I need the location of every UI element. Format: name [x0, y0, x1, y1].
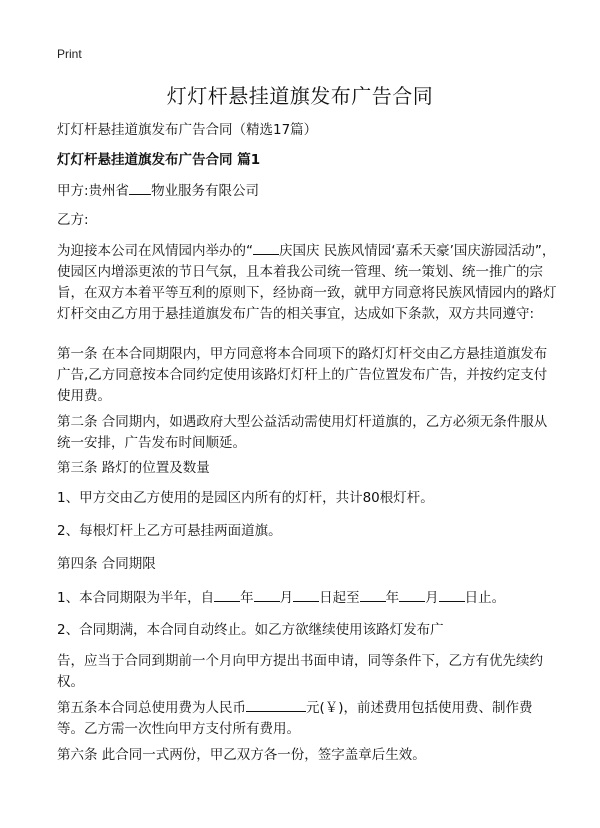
- article-6: 第六条 此合同一式两份，甲乙双方各一份，签字盖章后生效。: [57, 747, 426, 763]
- party-b-line: 乙方:: [57, 212, 89, 228]
- article-2: 第二条 合同期内，如遇政府大型公益活动需使用灯杆道旗的，乙方必须无条件服从统一安排，广告发布时间顺延。: [57, 414, 548, 451]
- year-label-2: 年: [385, 590, 400, 606]
- article-4-item-1: [57, 587, 553, 609]
- party-a-line: [57, 180, 553, 202]
- article-1: 第一条 在本合同期限内，甲方同意将本合同项下的路灯灯杆交由乙方悬挂道旗发布广告,乙方同意按本合同约定使用该路灯灯杆上的广告位置发布广告，并按约定支付使用费。: [57, 346, 548, 404]
- article-5-suffix: 元(￥)，前述费用包括使用费、制作费等。乙方需一次性向甲方支付所有费用。: [57, 700, 533, 737]
- article-4-item-2: 2、合同期满，本合同自动终止。如乙方欲继续使用该路灯发布广: [57, 622, 444, 638]
- print-label[interactable]: Print: [57, 47, 82, 61]
- term-prefix: 1、本合同期限为半年，自: [57, 590, 215, 606]
- start-month-blank: [254, 587, 280, 602]
- intro-part-2: 庆国庆 民族风情园‘嘉禾天豪’国庆游园活动”，使园区内增添更浓的节日气氛，且本着我公司统一管理、统一策划、统一推广的宗旨，在双方本着平等互利的原则下，经协商一致，就甲方同意将民族风情园内的路灯灯杆交由乙方用于悬挂道旗发布广告的相关事宜，达成如下条款，双方共同遵守:: [57, 243, 557, 322]
- article-3-item-2: 2、每根灯杆上乙方可悬挂两面道旗。: [57, 523, 282, 539]
- end-month-blank: [399, 587, 425, 602]
- end-label: 日止。: [464, 590, 506, 606]
- year-label: 年: [240, 590, 254, 606]
- article-3-heading: 第三条 路灯的位置及数量: [57, 460, 210, 476]
- article-3-item-1: 1、甲方交由乙方使用的是园区内所有的灯杆，共计80根灯杆。: [57, 490, 434, 506]
- party-a-blank: [129, 180, 151, 195]
- month-label: 月: [279, 590, 294, 606]
- article-5-prefix: 第五条本合同总使用费为人民币: [57, 700, 246, 716]
- start-day-blank: [293, 587, 319, 602]
- month-label-2: 月: [425, 590, 439, 606]
- intro-part-1: 为迎接本公司在风情园内举办的“: [57, 243, 253, 259]
- start-year-blank: [214, 587, 240, 602]
- from-label: 日起至: [319, 590, 360, 606]
- intro-paragraph: [57, 240, 557, 325]
- end-year-blank: [360, 587, 386, 602]
- party-a-suffix: 物业服务有限公司: [151, 183, 260, 199]
- article-5: [57, 697, 557, 740]
- amount-blank: [246, 697, 306, 712]
- article-4-heading: 第四条 合同期限: [57, 556, 156, 572]
- section-heading: 灯灯杆悬挂道旗发布广告合同 篇1: [57, 152, 261, 168]
- document-title: 灯灯杆悬挂道旗发布广告合同: [166, 84, 434, 108]
- article-4-item-2-continued: 告，应当于合同到期前一个月向甲方提出书面申请，同等条件下，乙方有优先续约权。: [57, 653, 543, 690]
- party-a-prefix: 甲方:贵州省: [57, 183, 130, 199]
- end-day-blank: [439, 587, 465, 602]
- intro-blank: [253, 240, 279, 255]
- document-subtitle: 灯灯杆悬挂道旗发布广告合同（精选17篇）: [57, 122, 318, 138]
